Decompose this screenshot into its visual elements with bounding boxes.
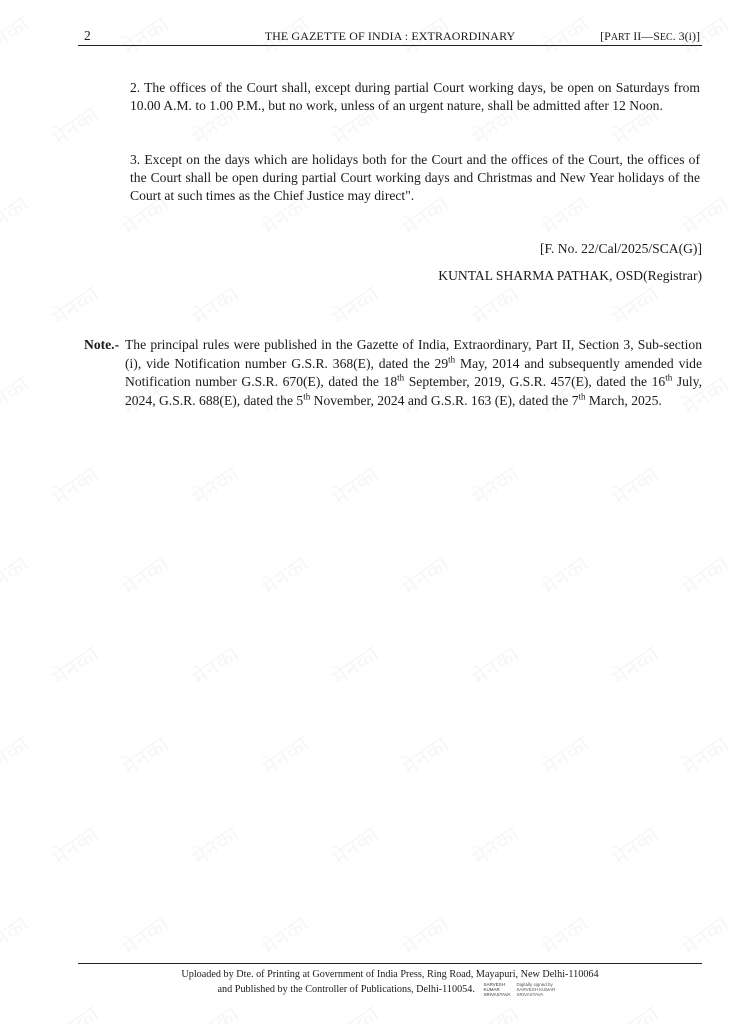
watermark-mark [0, 728, 35, 782]
watermark-mark [396, 728, 455, 782]
watermark-mark [186, 638, 245, 692]
watermark-mark [536, 908, 595, 962]
note-text-part: November, 2024 and G.S.R. 163 (E), dated the 7 [310, 392, 579, 408]
watermark-mark [256, 728, 315, 782]
ordinal-suffix: th [665, 372, 673, 383]
watermark-mark [466, 998, 525, 1024]
watermark-mark [46, 818, 105, 872]
watermark-mark [186, 278, 245, 332]
watermark-mark [396, 548, 455, 602]
part-label-mid: II—S [630, 29, 660, 43]
note-section [84, 336, 702, 410]
watermark-mark [676, 728, 735, 782]
part-section-label [600, 29, 700, 44]
ordinal-suffix: th [303, 390, 311, 401]
note-text-part: September, 2019, G.S.R. 457(E), dated the 16 [404, 374, 666, 389]
watermark-mark [46, 998, 105, 1024]
watermark-mark [116, 728, 175, 782]
watermark-mark [606, 818, 665, 872]
watermark-mark [0, 908, 35, 962]
digital-signature [483, 982, 562, 997]
watermark-mark [326, 818, 385, 872]
footer-line-1: Uploaded by Dte. of Printing at Government of India Press, Ring Road, Mayapuri, New Delhi-110064 [181, 969, 599, 980]
file-number: [F. No. 22/Cal/2025/SCA(G)] [539, 241, 702, 256]
watermark-mark [466, 458, 525, 512]
watermark-mark [536, 728, 595, 782]
watermark-mark [116, 548, 175, 602]
ordinal-suffix: th [448, 353, 456, 364]
watermark-mark [116, 908, 175, 962]
signatory: KUNTAL SHARMA PATHAK, OSD(Registrar) [438, 268, 702, 283]
watermark-mark [0, 188, 35, 242]
page-header [78, 24, 702, 46]
watermark-mark [536, 548, 595, 602]
watermark-mark [606, 998, 665, 1024]
watermark-mark [46, 458, 105, 512]
part-label-small2: EC [659, 32, 673, 43]
watermark-mark [676, 548, 735, 602]
watermark-mark [46, 98, 105, 152]
watermark-mark [466, 818, 525, 872]
watermark-mark [186, 458, 245, 512]
ordinal-suffix: th [578, 390, 586, 401]
watermark-mark [186, 818, 245, 872]
watermark-mark [326, 998, 385, 1024]
gazette-title: THE GAZETTE OF INDIA : EXTRAORDINARY [264, 29, 516, 43]
footer-line-2-text: and Published by the Controller of Publications, Delhi-110054. [217, 984, 475, 995]
watermark-mark [46, 278, 105, 332]
watermark-mark [0, 8, 35, 62]
footer-rule [78, 963, 702, 964]
watermark-mark [326, 458, 385, 512]
paragraph-2: 2. The offices of the Court shall, except during partial Court working days, be open on Saturdays from 10.00 A.M. to 1.00 P.M., but no work, unless of an urgent nature, shall be admitted after 12 Noon. [130, 80, 700, 113]
note-text-part: May, 2014 and subsequently amended vide Notification number G.S.R. 670(E), dated the 18 [125, 355, 702, 389]
watermark-mark [256, 908, 315, 962]
footer-line-2 [78, 982, 702, 997]
part-label-suffix: . 3(i)] [672, 29, 700, 43]
header-rule [78, 45, 702, 46]
note-text-part: The principal rules were published in the Gazette of India, Extraordinary, Part II, Section 3, Sub-section (i), vide Notification number G.S.R. 368(E), dated the 29 [125, 337, 702, 371]
part-label-small: ART [610, 32, 631, 43]
part-label-prefix: [P [600, 29, 611, 43]
watermark-mark [606, 638, 665, 692]
watermark-mark [0, 548, 35, 602]
note-text-part: July, 2024, G.S.R. 688(E), dated the 5 [125, 374, 702, 408]
note-text-part: March, 2025. [585, 392, 662, 408]
paragraph-3: 3. Except on the days which are holidays both for the Court and the offices of the Court, the offices of the Court shall be open during partial Court working days and Christmas and New Year holidays of the Court at such times as the Chief Justice may direct". [130, 152, 700, 203]
watermark-mark [256, 548, 315, 602]
watermark-mark [676, 908, 735, 962]
watermark-mark [606, 278, 665, 332]
note-label: Note.- [84, 337, 120, 352]
watermark-mark [326, 278, 385, 332]
watermark-mark [466, 638, 525, 692]
watermark-mark [186, 998, 245, 1024]
watermark-mark [326, 638, 385, 692]
page-number: 2 [84, 28, 91, 43]
ordinal-suffix: th [397, 372, 405, 383]
digital-signature-name: SARVESH KUMAR SRIVASTAVA [483, 982, 511, 998]
note-text [125, 336, 702, 410]
watermark-mark [466, 278, 525, 332]
digital-signature-detail: Digitally signed by SARVESH KUMAR SRIVASTAVA [516, 982, 556, 998]
watermark-mark [0, 368, 35, 422]
watermark-mark [46, 638, 105, 692]
watermark-mark [606, 458, 665, 512]
watermark-mark [396, 908, 455, 962]
page-footer [78, 967, 702, 997]
